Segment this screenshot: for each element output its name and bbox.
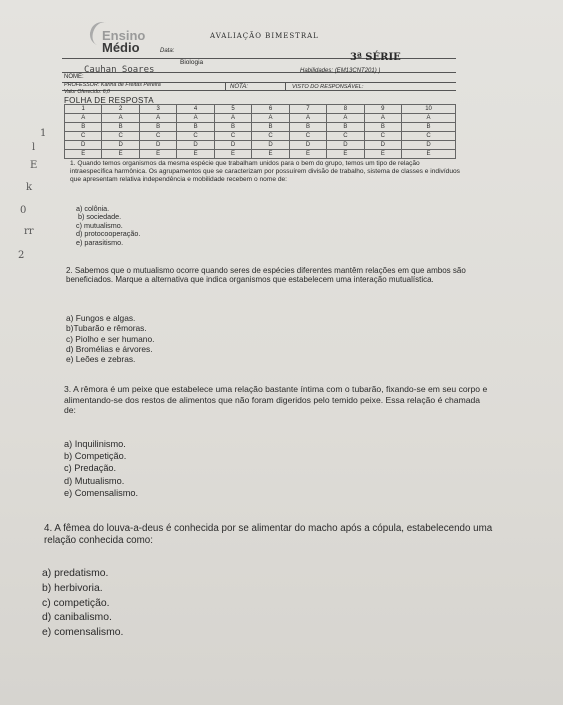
answer-bubble[interactable]: A [252,114,289,123]
logo-medio: Médio [102,40,140,55]
answer-bubble[interactable]: B [139,123,176,132]
question-2-option-b[interactable]: b)Tubarão e rêmoras. [66,323,147,334]
answer-bubble[interactable]: C [177,132,214,141]
margin-mark: k [26,182,33,193]
answer-bubble[interactable]: E [364,150,401,159]
margin-mark: 1 [40,128,47,139]
answer-bubble[interactable]: E [289,150,326,159]
answer-bubble[interactable]: C [252,132,289,141]
answer-bubble[interactable]: E [65,150,102,159]
answer-bubble[interactable]: C [65,132,102,141]
question-3-option-a[interactable]: a) Inquilinismo. [64,439,126,449]
header-divider [285,82,286,90]
answer-bubble[interactable]: E [252,150,289,159]
question-2-text: 2. Sabemos que o mutualismo ocorre quando seres de espécies diferentes mantêm relações em que ambos são beneficiados. Marque a alternativa que indica organismos que estabelecem uma interação mutualística. [66,266,466,285]
question-4-options [42,567,123,641]
answer-bubble[interactable]: C [289,132,326,141]
question-4-option-b[interactable]: b) herbivoria. [42,582,103,594]
answer-grid-number: 2 [102,105,139,114]
answer-bubble[interactable]: A [364,114,401,123]
question-4-text: 4. A fêmea do louva-a-deus é conhecida por se alimentar do macho após a cópula, estabelecendo uma relação conhecida como: [44,523,493,547]
answer-bubble[interactable]: D [402,141,456,150]
answer-bubble[interactable]: A [327,114,364,123]
answer-bubble[interactable]: A [65,114,102,123]
answer-bubble[interactable]: E [139,150,176,159]
question-2-option-c[interactable]: c) Piolho e ser humano. [66,333,155,344]
header-rule [62,90,456,91]
answer-bubble[interactable]: B [289,123,326,132]
question-3-option-c[interactable]: c) Predação. [64,463,117,474]
answer-bubble[interactable]: A [177,114,214,123]
question-3-option-b[interactable]: b) Competição. [64,451,127,462]
value-label: Valor Oferecido: 6,0 [64,89,110,95]
logo-ensino: Ensino [102,28,146,43]
answer-bubble[interactable]: E [214,150,251,159]
answer-bubble[interactable]: B [364,123,401,132]
question-1-text: 1. Quando temos organismos da mesma espécie que trabalham unidos para o bem do grupo, temos um tipo de relação intraespecífica harmônica. Os agrupamentos que se caracterizam por possuírem divisão de trabalho, sistema de classes e indivíduos que apresentam relativa independência e mobilidade recebem o nome de: [70,160,460,183]
answer-bubble[interactable]: D [177,141,214,150]
answer-bubble[interactable]: E [102,150,139,159]
answer-grid-number: 9 [364,105,401,114]
teacher-label: PROFESSOR: Karina de Freitas Pereira [64,82,161,88]
question-3-option-e[interactable]: e) Comensalismo. [64,487,139,498]
question-2-option-d[interactable]: d) Bromélias e árvores. [66,343,153,354]
question-4-option-e[interactable]: e) comensalismo. [42,627,124,639]
answer-bubble[interactable]: B [327,123,364,132]
answer-bubble[interactable]: B [214,123,251,132]
answer-bubble[interactable]: A [139,114,176,123]
answer-bubble[interactable]: B [177,123,214,132]
answer-bubble[interactable]: E [402,150,456,159]
margin-mark: 2 [18,250,25,261]
answer-bubble[interactable]: D [65,141,102,150]
question-2-option-e[interactable]: e) Leões e zebras. [66,354,136,365]
answer-grid-number: 6 [252,105,289,114]
question-1-option-e[interactable]: e) parasitismo. [76,237,124,247]
answer-bubble[interactable]: C [402,132,456,141]
answer-bubble[interactable]: B [252,123,289,132]
question-2-option-a[interactable]: a) Fungos e algas. [66,313,136,323]
question-4-option-c[interactable]: c) competição. [42,597,110,609]
answer-bubble[interactable]: D [252,141,289,150]
question-3-option-d[interactable]: d) Mutualismo. [64,475,125,486]
header-divider [225,82,226,90]
question-4-option-d[interactable]: d) canibalismo. [42,612,112,624]
name-label: NOME: [64,74,84,80]
answer-grid-number: 4 [177,105,214,114]
evaluation-title: AVALIAÇÃO BIMESTRAL [210,32,319,40]
answer-grid [64,104,456,159]
answer-bubble[interactable]: D [327,141,364,150]
grade-label: 3ª SÉRIE [350,52,401,63]
question-2-options [66,313,154,364]
question-3-text: 3. A rêmora é um peixe que estabelece uma relação bastante íntima com o tubarão, fixando-se em seu corpo e alimentando-se dos restos de alimentos que não foram digeridos pelo temido peixe. Essa relação é chamada de: [64,384,488,416]
skills-label: Habilidades: (EM13CNT201) ) [300,68,381,74]
answer-sheet-title: FOLHA DE RESPOSTA [64,96,154,105]
answer-bubble[interactable]: E [177,150,214,159]
answer-bubble[interactable]: D [289,141,326,150]
answer-bubble[interactable]: C [139,132,176,141]
answer-bubble[interactable]: A [289,114,326,123]
answer-bubble[interactable]: D [139,141,176,150]
answer-grid-number: 3 [139,105,176,114]
answer-bubble[interactable]: B [65,123,102,132]
answer-bubble[interactable]: B [402,123,456,132]
subject-label: Biologia [180,59,204,66]
margin-mark: rr [24,226,34,237]
student-name: Cauhan Soares [84,65,155,75]
answer-grid-number: 10 [402,105,456,114]
question-1-option-b[interactable]: b) sociedade. [78,212,122,222]
margin-mark: l [32,142,36,153]
answer-bubble[interactable]: C [327,132,364,141]
answer-bubble[interactable]: E [327,150,364,159]
answer-bubble[interactable]: A [402,114,456,123]
answer-bubble[interactable]: B [102,123,139,132]
answer-grid-number: 7 [289,105,326,114]
answer-grid-number: 1 [65,105,102,114]
question-1-option-c[interactable]: c) mutualismo. [76,220,123,230]
answer-bubble[interactable]: A [102,114,139,123]
grade-field-label: NOTA: [230,84,248,90]
answer-bubble[interactable]: C [214,132,251,141]
exam-header [62,6,458,88]
margin-mark: E [30,160,38,171]
question-1-option-a[interactable]: a) colônia. [76,204,110,213]
answer-grid-number: 8 [327,105,364,114]
question-1-option-d[interactable]: d) protocooperação. [76,229,141,239]
answer-bubble[interactable]: D [214,141,251,150]
question-1-options [76,205,140,247]
date-label: Data: [160,48,175,54]
margin-mark: 0 [20,205,27,216]
guardian-signature-label: VISTO DO RESPONSÁVEL: [292,84,364,90]
question-4-option-a[interactable]: a) predatismo. [42,568,109,579]
answer-bubble[interactable]: D [364,141,401,150]
answer-bubble[interactable]: A [214,114,251,123]
answer-bubble[interactable]: C [102,132,139,141]
question-3-options [64,438,138,499]
answer-bubble[interactable]: D [102,141,139,150]
answer-grid-number: 5 [214,105,251,114]
answer-bubble[interactable]: C [364,132,401,141]
